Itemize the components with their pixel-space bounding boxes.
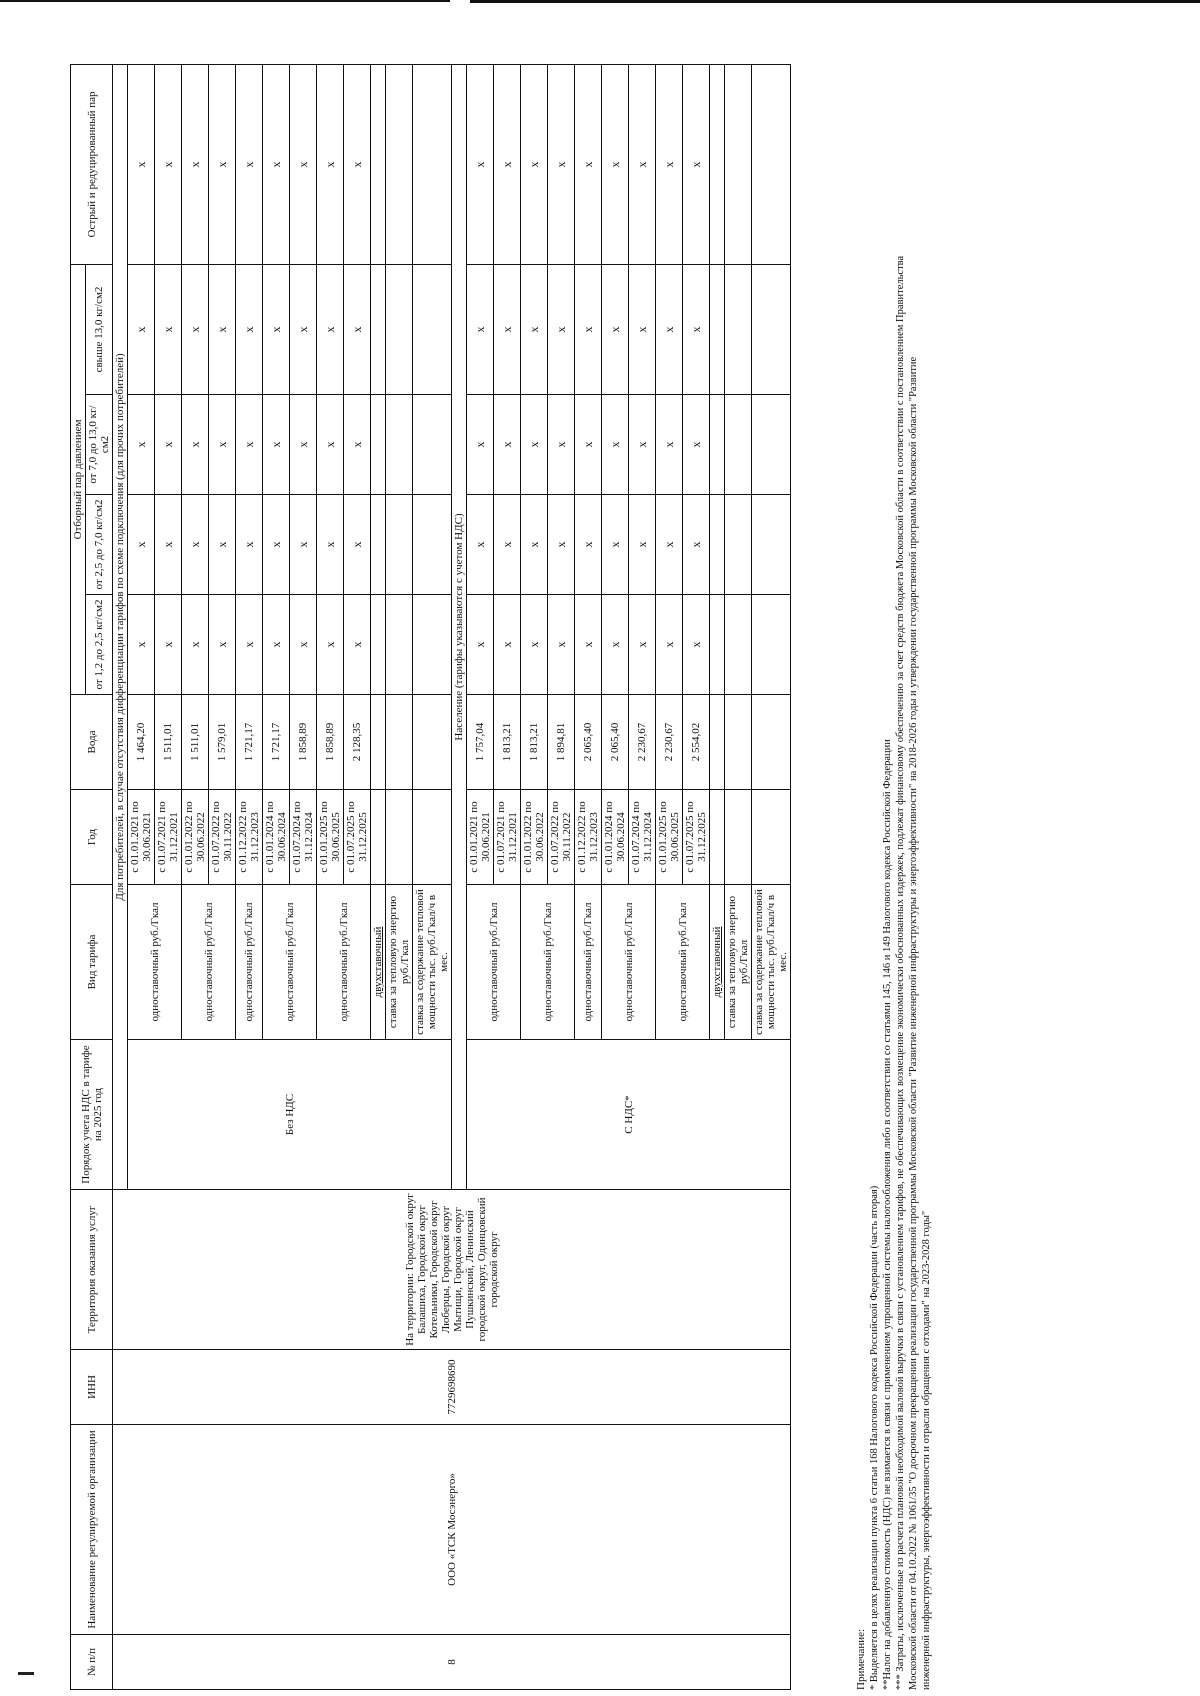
na-mark: х	[236, 264, 263, 394]
na-mark: х	[548, 495, 575, 595]
water-value: 1 721,17	[263, 695, 290, 790]
header-sharp-steam: Острый и редуцированный пар	[71, 64, 113, 264]
empty-cell	[752, 495, 791, 595]
na-mark: х	[236, 64, 263, 264]
na-mark: х	[575, 395, 602, 495]
na-mark: х	[602, 264, 629, 394]
empty-cell	[413, 264, 452, 394]
section-title-row	[113, 64, 128, 1689]
section-title: Население (тарифы указываются с учетом НДС)	[452, 64, 467, 1189]
na-mark: х	[290, 64, 317, 264]
water-value: 1 721,17	[236, 695, 263, 790]
water-value: 1 858,89	[290, 695, 317, 790]
org-territory: На территории: Городской округ Балашиха, Городской округ Котельники, Городской округ Люберцы, Городской округ Мытищи, Городской округ Пушкинский, Ленинский городской округ, Одинцовский городской округ	[113, 1190, 791, 1350]
na-mark: х	[290, 395, 317, 495]
header-p4: свыше 13,0 кг/см2	[86, 264, 113, 394]
na-mark: х	[656, 595, 683, 695]
period: с 01.07.2021 по 31.12.2021	[494, 790, 521, 885]
empty-cell	[386, 595, 413, 695]
header-p3: от 7,0 до 13,0 кг/см2	[86, 395, 113, 495]
tariff-type: одноставочный руб./Гкал	[602, 885, 656, 1040]
water-value: 2 065,40	[602, 695, 629, 790]
water-value: 2 230,67	[656, 695, 683, 790]
na-mark: х	[155, 264, 182, 394]
notes	[855, 50, 933, 1690]
water-value: 1 579,01	[209, 695, 236, 790]
header-row	[71, 64, 86, 1689]
na-mark: х	[494, 264, 521, 394]
tariff-type: одноставочный руб./Гкал	[656, 885, 710, 1040]
empty-cell	[413, 395, 452, 495]
na-mark: х	[494, 595, 521, 695]
period: с 01.01.2025 по 30.06.2025	[317, 790, 344, 885]
na-mark: х	[209, 595, 236, 695]
header-inn: ИНН	[71, 1350, 113, 1425]
water-value: 1 858,89	[317, 695, 344, 790]
empty-cell	[752, 395, 791, 495]
note-1: * Выделяется в целях реализации пункта 6 статьи 168 Налогового кодекса Российской Федерации (часть вторая)	[869, 1185, 880, 1690]
empty-cell	[725, 595, 752, 695]
empty-cell	[725, 64, 752, 264]
na-mark: х	[602, 595, 629, 695]
tariff-type: одноставочный руб./Гкал	[182, 885, 236, 1040]
empty-cell	[371, 695, 386, 790]
notes-title: Примечание:	[855, 1628, 867, 1690]
na-mark: х	[317, 264, 344, 394]
header-vat-order: Порядок учета НДС в тарифе на 2025 год	[71, 1040, 113, 1190]
empty-cell	[413, 495, 452, 595]
na-mark: х	[494, 395, 521, 495]
water-value: 1 757,04	[467, 695, 494, 790]
period: с 01.01.2022 по 30.06.2022	[521, 790, 548, 885]
na-mark: х	[209, 395, 236, 495]
na-mark: х	[521, 64, 548, 264]
period: с 01.01.2024 по 30.06.2024	[602, 790, 629, 885]
empty-cell	[710, 790, 725, 885]
na-mark: х	[155, 64, 182, 264]
na-mark: х	[683, 595, 710, 695]
water-value: 1 511,01	[155, 695, 182, 790]
empty-cell	[725, 264, 752, 394]
na-mark: х	[548, 595, 575, 695]
empty-cell	[725, 395, 752, 495]
note-3a: *** Затраты, исключенные из расчета плановой необходимой валовой выручки в связи с установлением тарифов, не обеспечивающих возмещение экономически обоснованных издержек, подлежат финансовому обеспечению за счет средств бюджета Московской области в соответствии с постановлением Правительства	[895, 255, 906, 1690]
na-mark: х	[629, 395, 656, 495]
tariff-type: одноставочный руб./Гкал	[467, 885, 521, 1040]
na-mark: х	[494, 495, 521, 595]
period: с 01.12.2022 по 31.12.2023	[236, 790, 263, 885]
na-mark: х	[548, 64, 575, 264]
na-mark: х	[182, 395, 209, 495]
water-value: 1 511,01	[182, 695, 209, 790]
period: с 01.12.2022 по 31.12.2023	[575, 790, 602, 885]
empty-cell	[371, 64, 386, 264]
na-mark: х	[656, 64, 683, 264]
period: с 01.07.2025 по 31.12.2025	[344, 790, 371, 885]
period: с 01.01.2025 по 30.06.2025	[656, 790, 683, 885]
empty-cell	[752, 64, 791, 264]
na-mark: х	[521, 395, 548, 495]
empty-cell	[413, 64, 452, 264]
na-mark: х	[128, 264, 155, 394]
empty-cell	[725, 495, 752, 595]
na-mark: х	[344, 64, 371, 264]
header-tariff-type: Вид тарифа	[71, 885, 113, 1040]
rate-energy: ставка за тепловую энергию руб./Гкал	[386, 885, 413, 1040]
empty-cell	[371, 395, 386, 495]
empty-cell	[413, 790, 452, 885]
na-mark: х	[290, 595, 317, 695]
rate-power: ставка за содержание тепловой мощности тыс. руб./Гкал/ч в мес.	[752, 885, 791, 1040]
na-mark: х	[521, 264, 548, 394]
na-mark: х	[236, 595, 263, 695]
na-mark: х	[521, 495, 548, 595]
period: с 01.01.2022 по 30.06.2022	[182, 790, 209, 885]
na-mark: х	[683, 264, 710, 394]
na-mark: х	[575, 64, 602, 264]
empty-cell	[710, 495, 725, 595]
na-mark: х	[182, 595, 209, 695]
na-mark: х	[683, 495, 710, 595]
empty-cell	[752, 264, 791, 394]
na-mark: х	[182, 264, 209, 394]
na-mark: х	[290, 495, 317, 595]
na-mark: х	[128, 395, 155, 495]
na-mark: х	[467, 495, 494, 595]
na-mark: х	[602, 64, 629, 264]
na-mark: х	[155, 495, 182, 595]
na-mark: х	[629, 595, 656, 695]
note-3c: инженерной инфраструктуры, энергоэффективности и отрасли обращения с отходами" на 2023-2028 годы"	[921, 1210, 932, 1690]
na-mark: х	[182, 495, 209, 595]
water-value: 2 554,02	[683, 695, 710, 790]
scan-edge-line	[0, 0, 450, 2]
na-mark: х	[575, 495, 602, 595]
na-mark: х	[317, 595, 344, 695]
period: с 01.01.2021 по 30.06.2021	[128, 790, 155, 885]
na-mark: х	[467, 595, 494, 695]
period: с 01.07.2022 по 30.11.2022	[548, 790, 575, 885]
period: с 01.07.2024 по 31.12.2024	[290, 790, 317, 885]
na-mark: х	[209, 264, 236, 394]
empty-cell	[386, 695, 413, 790]
na-mark: х	[548, 395, 575, 495]
na-mark: х	[656, 264, 683, 394]
na-mark: х	[548, 264, 575, 394]
vat-order: С НДС*	[467, 1040, 791, 1190]
tariff-type: одноставочный руб./Гкал	[317, 885, 371, 1040]
water-value: 1 813,21	[521, 695, 548, 790]
header-p2: от 2,5 до 7,0 кг/см2	[86, 495, 113, 595]
empty-cell	[752, 695, 791, 790]
header-p1: от 1,2 до 2,5 кг/см2	[86, 595, 113, 695]
na-mark: х	[629, 64, 656, 264]
rate-power: ставка за содержание тепловой мощности тыс. руб./Гкал/ч в мес.	[413, 885, 452, 1040]
na-mark: х	[467, 64, 494, 264]
tariff-type-twopart: двухставочный	[710, 885, 725, 1040]
tariff-type: одноставочный руб./Гкал	[575, 885, 602, 1040]
period: с 01.07.2025 по 31.12.2025	[683, 790, 710, 885]
empty-cell	[386, 395, 413, 495]
empty-cell	[710, 395, 725, 495]
na-mark: х	[155, 395, 182, 495]
water-value: 1 464,20	[128, 695, 155, 790]
tariff-type: одноставочный руб./Гкал	[236, 885, 263, 1040]
empty-cell	[371, 264, 386, 394]
na-mark: х	[155, 595, 182, 695]
na-mark: х	[521, 595, 548, 695]
na-mark: х	[467, 264, 494, 394]
na-mark: х	[263, 395, 290, 495]
empty-cell	[413, 695, 452, 790]
water-value: 2 128,35	[344, 695, 371, 790]
org-num: 8	[113, 1635, 791, 1690]
empty-cell	[371, 595, 386, 695]
na-mark: х	[344, 395, 371, 495]
tariff-type: одноставочный руб./Гкал	[263, 885, 317, 1040]
header-year: Год	[71, 790, 113, 885]
water-value: 1 894,81	[548, 695, 575, 790]
note-3b: Московской области от 04.10.2022 № 1061/35 "О досрочном прекращении реализации государственной программы Московской области "Развитие инженерной инфраструктуры и энергоэффективности" на 2018-2026 годы и утверждении государственной программы Московской области "Развитие	[908, 356, 919, 1690]
na-mark: х	[128, 595, 155, 695]
na-mark: х	[344, 595, 371, 695]
header-steam: Отборный пар давлением	[71, 264, 86, 694]
na-mark: х	[317, 395, 344, 495]
empty-cell	[725, 790, 752, 885]
tariff-table	[70, 64, 791, 1690]
na-mark: х	[602, 395, 629, 495]
scan-edge-line	[470, 0, 1200, 3]
empty-cell	[386, 790, 413, 885]
na-mark: х	[575, 595, 602, 695]
rate-energy: ставка за тепловую энергию руб./Гкал	[725, 885, 752, 1040]
na-mark: х	[629, 495, 656, 595]
period: с 01.07.2024 по 31.12.2024	[629, 790, 656, 885]
na-mark: х	[182, 64, 209, 264]
period: с 01.01.2021 по 30.06.2021	[467, 790, 494, 885]
empty-cell	[371, 790, 386, 885]
empty-cell	[752, 790, 791, 885]
na-mark: х	[263, 264, 290, 394]
na-mark: х	[656, 395, 683, 495]
header-num: № п/п	[71, 1635, 113, 1690]
tariff-type: одноставочный руб./Гкал	[128, 885, 182, 1040]
na-mark: х	[128, 495, 155, 595]
na-mark: х	[683, 64, 710, 264]
na-mark: х	[263, 495, 290, 595]
org-inn: 7729698690	[113, 1350, 791, 1425]
empty-cell	[386, 495, 413, 595]
na-mark: х	[263, 595, 290, 695]
period: с 01.07.2022 по 30.11.2022	[209, 790, 236, 885]
na-mark: х	[263, 64, 290, 264]
note-2: **Налог на добавленную стоимость (НДС) не взимается в связи с применением упрощенной системы налогообложения либо в соответствии со статьями 145, 146 и 149 Налогового кодекса Российской Федерации	[882, 739, 893, 1690]
rotated-page	[20, 30, 1135, 1690]
tariff-type-twopart: двухставочный	[371, 885, 386, 1040]
na-mark: х	[209, 495, 236, 595]
vat-order: Без НДС	[128, 1040, 452, 1190]
empty-cell	[386, 264, 413, 394]
empty-cell	[710, 695, 725, 790]
na-mark: х	[629, 264, 656, 394]
na-mark: х	[128, 64, 155, 264]
header-water: Вода	[71, 695, 113, 790]
water-value: 2 230,67	[629, 695, 656, 790]
na-mark: х	[344, 495, 371, 595]
na-mark: х	[317, 64, 344, 264]
na-mark: х	[656, 495, 683, 595]
na-mark: х	[236, 395, 263, 495]
na-mark: х	[290, 264, 317, 394]
na-mark: х	[467, 395, 494, 495]
table-body	[113, 64, 791, 1689]
na-mark: х	[602, 495, 629, 595]
tariff-type: одноставочный руб./Гкал	[521, 885, 575, 1040]
na-mark: х	[575, 264, 602, 394]
section-title: Для потребителей, в случае отсутствия дифференциации тарифов по схеме подключения (для прочих потребителей)	[113, 64, 128, 1189]
water-value: 2 065,40	[575, 695, 602, 790]
na-mark: х	[317, 495, 344, 595]
na-mark: х	[209, 64, 236, 264]
empty-cell	[710, 595, 725, 695]
empty-cell	[752, 595, 791, 695]
empty-cell	[725, 695, 752, 790]
header-territory: Территория оказания услуг	[71, 1190, 113, 1350]
empty-cell	[710, 264, 725, 394]
period: с 01.07.2021 по 31.12.2021	[155, 790, 182, 885]
empty-cell	[371, 495, 386, 595]
na-mark: х	[683, 395, 710, 495]
empty-cell	[386, 64, 413, 264]
empty-cell	[413, 595, 452, 695]
water-value: 1 813,21	[494, 695, 521, 790]
period: с 01.01.2024 по 30.06.2024	[263, 790, 290, 885]
na-mark: х	[494, 64, 521, 264]
na-mark: х	[236, 495, 263, 595]
org-name: ООО «ТСК Мосэнерго»	[113, 1425, 791, 1635]
empty-cell	[710, 64, 725, 264]
na-mark: х	[344, 264, 371, 394]
header-org: Наименование регулируемой организации	[71, 1425, 113, 1635]
